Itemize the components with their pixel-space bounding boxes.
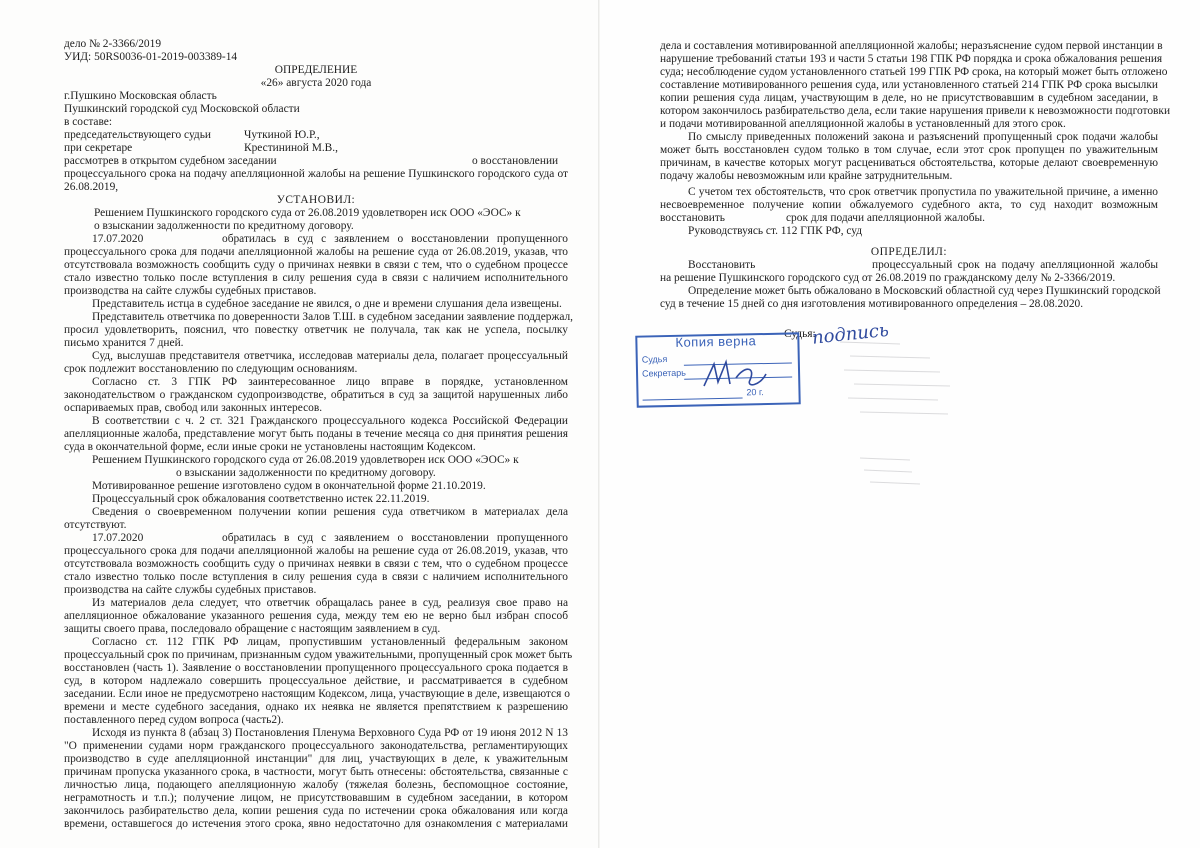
case-number: дело № 2-3366/2019 [64,38,162,50]
text-line: Сведения о своевременном получении копии решения суда ответчиком в материалах дела [92,506,568,518]
text-line: о взыскании задолженности по кредитному договору. [94,220,354,232]
text-line: просил удовлетворить, пояснил, что повестку ответчик не получала, так как не успела, посылку [64,324,568,336]
text-line: Руководствуясь ст. 112 ГПК РФ, суд [688,225,863,237]
text-line: Согласно ст. 3 ГПК РФ заинтересованное лицо вправе в порядке, установленном [92,376,568,388]
text-line: котором закончилось разбирательство дела, если такие нарушения привели к невозможности подготовки [660,105,1171,117]
text-line: стало известно только после вступления в силу решения суда в связи с наличием исполнительного [64,571,568,583]
text-line: времени, оставшегося до истечения этого срока, явно недостаточно для ознакомления с материалами [64,818,568,830]
text-line: поставленного перед судом вопроса (часть2). [64,714,284,726]
judge-signature-text: подпись [811,320,890,349]
text-line: Из материалов дела следует, что ответчик обращалась ранее в суд, реализуя свое право на [92,597,568,609]
text-line: процессуального срока для подачи апелляционной жалобы на решение суда от 26.08.2019, указав, что [64,246,568,258]
text-line: "О применении судами норм гражданского процессуального законодательства, регламентирующих [64,740,568,752]
court-name: Пушкинский городской суд Московской области [64,103,300,115]
text-line: процессуального срока на подачу апелляционной жалобы на решение Пушкинского городского суда от [64,168,568,180]
stamp-title: Копия верна [675,333,757,350]
stamp-secretary-label: Секретарь [641,367,687,379]
text-line: Исходя из пункта 8 (абзац 3) Постановления Пленума Верховного Суда РФ от 19 июня 2012 N 13 [92,727,568,739]
text-line: Суд, выслушав представителя ответчика, исследовав материалы дела, полагает процессуальный [92,350,568,362]
text-line: обратилась в суд с заявлением о восстановлении пропущенного [222,233,568,245]
text-line: на решение Пушкинского городского суд от 26.08.2019 по гражданскому делу № 2-3366/2019. [660,272,1116,284]
text-line: Мотивированное решение изготовлено судом в окончательной форме 21.10.2019. [92,480,486,492]
text-line: Решением Пушкинского городского суда от 26.08.2019 удовлетворен иск ООО «ЭОС» к [92,454,519,466]
text-line: отсутствовала возможность сообщить суду о причинах неявки в связи с тем, что о судебном процессе [64,558,568,570]
text-line: Решением Пушкинского городского суда от 26.08.2019 удовлетворен иск ООО «ЭОС» к [94,207,521,219]
place: г.Пушкино Московская область [64,90,217,102]
court-seal [820,330,970,520]
text-line: суда; несоблюдение судом установленного статьей 199 ГПК РФ срока, на который может быть отложено [660,66,1168,78]
text-line: восстановлен (часть 1). Заявление о восстановлении пропущенного процессуального срока подается в [64,662,568,674]
text-line: процессуального срока для подачи апелляционной жалобы на решение суда от 26.08.2019, указав, что [64,545,568,557]
presiding-name: Чуткиной Ю.Р., [244,129,320,141]
text-date: 17.07.2020 [92,532,144,544]
text-line: Восстановить [688,259,756,271]
text-line: Представитель истца в судебное заседание не явился, о дне и времени слушания дела извещены. [92,298,562,310]
considered-text-b: о восстановлении [472,155,559,167]
text-line: Определение может быть обжаловано в Московский областной суд через Пушкинский городской [688,285,1161,297]
stamp-year: 20 г. [746,387,764,398]
text-line: отсутствовала возможность сообщить суду о причинах неявки в связи с тем, что о судебном процессе [64,259,568,271]
text-line: суд, в котором надлежало совершить процессуальное действие, и рассматривается в судебном [64,675,568,687]
text-date: 17.07.2020 [92,233,144,245]
text-line: стало известно только после вступления в силу решения суда в связи с наличием исполнительного [64,272,568,284]
text-line: может быть восстановлен судом только в том случае, если этот срок пропущен по уважительным [660,144,1158,156]
text-line: подачу жалобы невозможным или крайне затруднительным. [660,170,953,182]
text-line: защиты своего права, последовало обращение с настоящим заявлением в суд. [64,623,441,635]
text-line: составление мотивированного решения суда, или установленного статьей 214 ГПК РФ срока высылки [660,79,1158,91]
text-line: суда в окончательной форме, если иные сроки не установлены настоящим Кодексом. [64,441,476,453]
judge-label: Судья: [784,328,816,340]
text-line: и подачи мотивированной апелляционной жалобы в установленный для этого срок. [660,118,1066,130]
case-uid: УИД: 50RS0036-01-2019-003389-14 [64,51,238,63]
text-line: неграмотность и т.п.); получение лицом, не присутствовавшим в судебном заседании, в котором [64,792,568,804]
considered-text-a: рассмотрев в открытом судебном заседании [64,155,277,167]
text-line: суд в течение 15 дней со дня изготовления мотивированного определения – 28.08.2020. [660,298,1084,310]
text-line: Представитель ответчика по доверенности Залов Т.Ш. в судебном заседании заявление поддержал, [92,311,574,323]
text-line: срок для подачи апелляционной жалобы. [786,212,986,224]
stamp-date-line [643,397,743,400]
text-line: процессуальный срок по причинам, признанным судом уважительными, пропущенный срок может быть [64,649,573,661]
text-line: Процессуальный срок обжалования соответственно истек 22.11.2019. [92,493,430,505]
text-line: о взыскании задолженности по кредитному договору. [176,467,436,479]
text-line: 26.08.2019, [64,181,119,193]
text-line: закончилось разбирательство дела, копии решения суда по истечении срока обжалования или когда [64,805,568,817]
text-line: срок подлежит восстановлению по следующим основаниям. [64,363,358,375]
text-line: оспариваемых прав, свобод или законных интересов. [64,402,323,414]
presiding-label: председательствующего судьи [64,129,212,141]
text-line: нарушение требований статьи 193 и части 5 статьи 198 ГПК РФ порядка и срока обжалования решения [660,53,1163,65]
text-line: письмо хранится 7 дней. [64,337,184,349]
text-line: обратилась в суд с заявлением о восстановлении пропущенного [222,532,568,544]
section-determined: ОПРЕДЕЛИЛ: [870,246,948,258]
secretary-label: при секретаре [64,142,133,154]
text-line: Согласно ст. 112 ГПК РФ лицам, пропустившим установленный федеральным законом [92,636,568,648]
secretary-signature [700,356,770,392]
text-line: законодательством о гражданском судопроизводстве, обратиться в суд за защитой нарушенных либо [64,389,568,401]
text-line: производство в суде апелляционной инстанции" для лиц, участвующих в деле, к уважительным [64,753,568,765]
text-line: несвоевременное получение копии обжалуемого судебного акта, то суд находит возможным [660,199,1158,211]
text-line: восстановить [660,212,726,224]
text-line: производства на сайте службы судебных приставов. [64,584,317,596]
text-line: апелляционные жалоба, представление могут быть поданы в течение месяца со дня принятия решения [64,428,568,440]
text-line: причинам, в качестве которых могут расцениваться обстоятельства, которые делают своевременную [660,157,1158,169]
section-established: УСТАНОВИЛ: [276,194,356,206]
document-date: «26» августа 2020 года [260,77,372,89]
text-line: причинам пропуска указанного срока, в частности, могут быть отнесены: обстоятельства, связанные с [64,766,568,778]
stamp-judge-label: Судья [641,354,668,365]
text-line: копии решения суда лицам, участвующим в деле, но не присутствовавшим в судебном заседании, в [660,92,1158,104]
text-line: отсутствуют. [64,519,127,531]
text-line: времени и месте судебного заседания, однако их неявка не является препятствием к разрешению [64,701,568,713]
secretary-name: Крестининой М.В., [244,142,338,154]
text-line: В соответствии с ч. 2 ст. 321 Гражданского процессуального кодекса Российской Федерации [92,415,568,427]
text-line: процессуальный срок на подачу апелляционной жалобы [872,259,1158,271]
text-line: личностью лица, подающего апелляционную жалобу (тяжелая болезнь, беспомощное состояние, [64,779,568,791]
text-line: С учетом тех обстоятельств, что срок ответчик пропустила по уважительной причине, а именно [688,186,1158,198]
text-line: апелляционное обжалование указанного решения суда, между тем ею не верно был избран способ [64,610,568,622]
text-line: производства на сайте службы судебных приставов. [64,285,317,297]
text-line: По смыслу приведенных положений закона и разъяснений пропущенный срок подачи жалобы [688,131,1158,143]
document-title: ОПРЕДЕЛЕНИЕ [274,64,358,76]
text-line: заседании. Если иное не предусмотрено настоящим Кодексом, лица, участвующие в деле, извещаются о [64,688,570,700]
composition-label: в составе: [64,116,113,128]
text-line: дела и составления мотивированной апелляционной жалобы; неразъяснение судом первой инстанции в [660,40,1163,52]
